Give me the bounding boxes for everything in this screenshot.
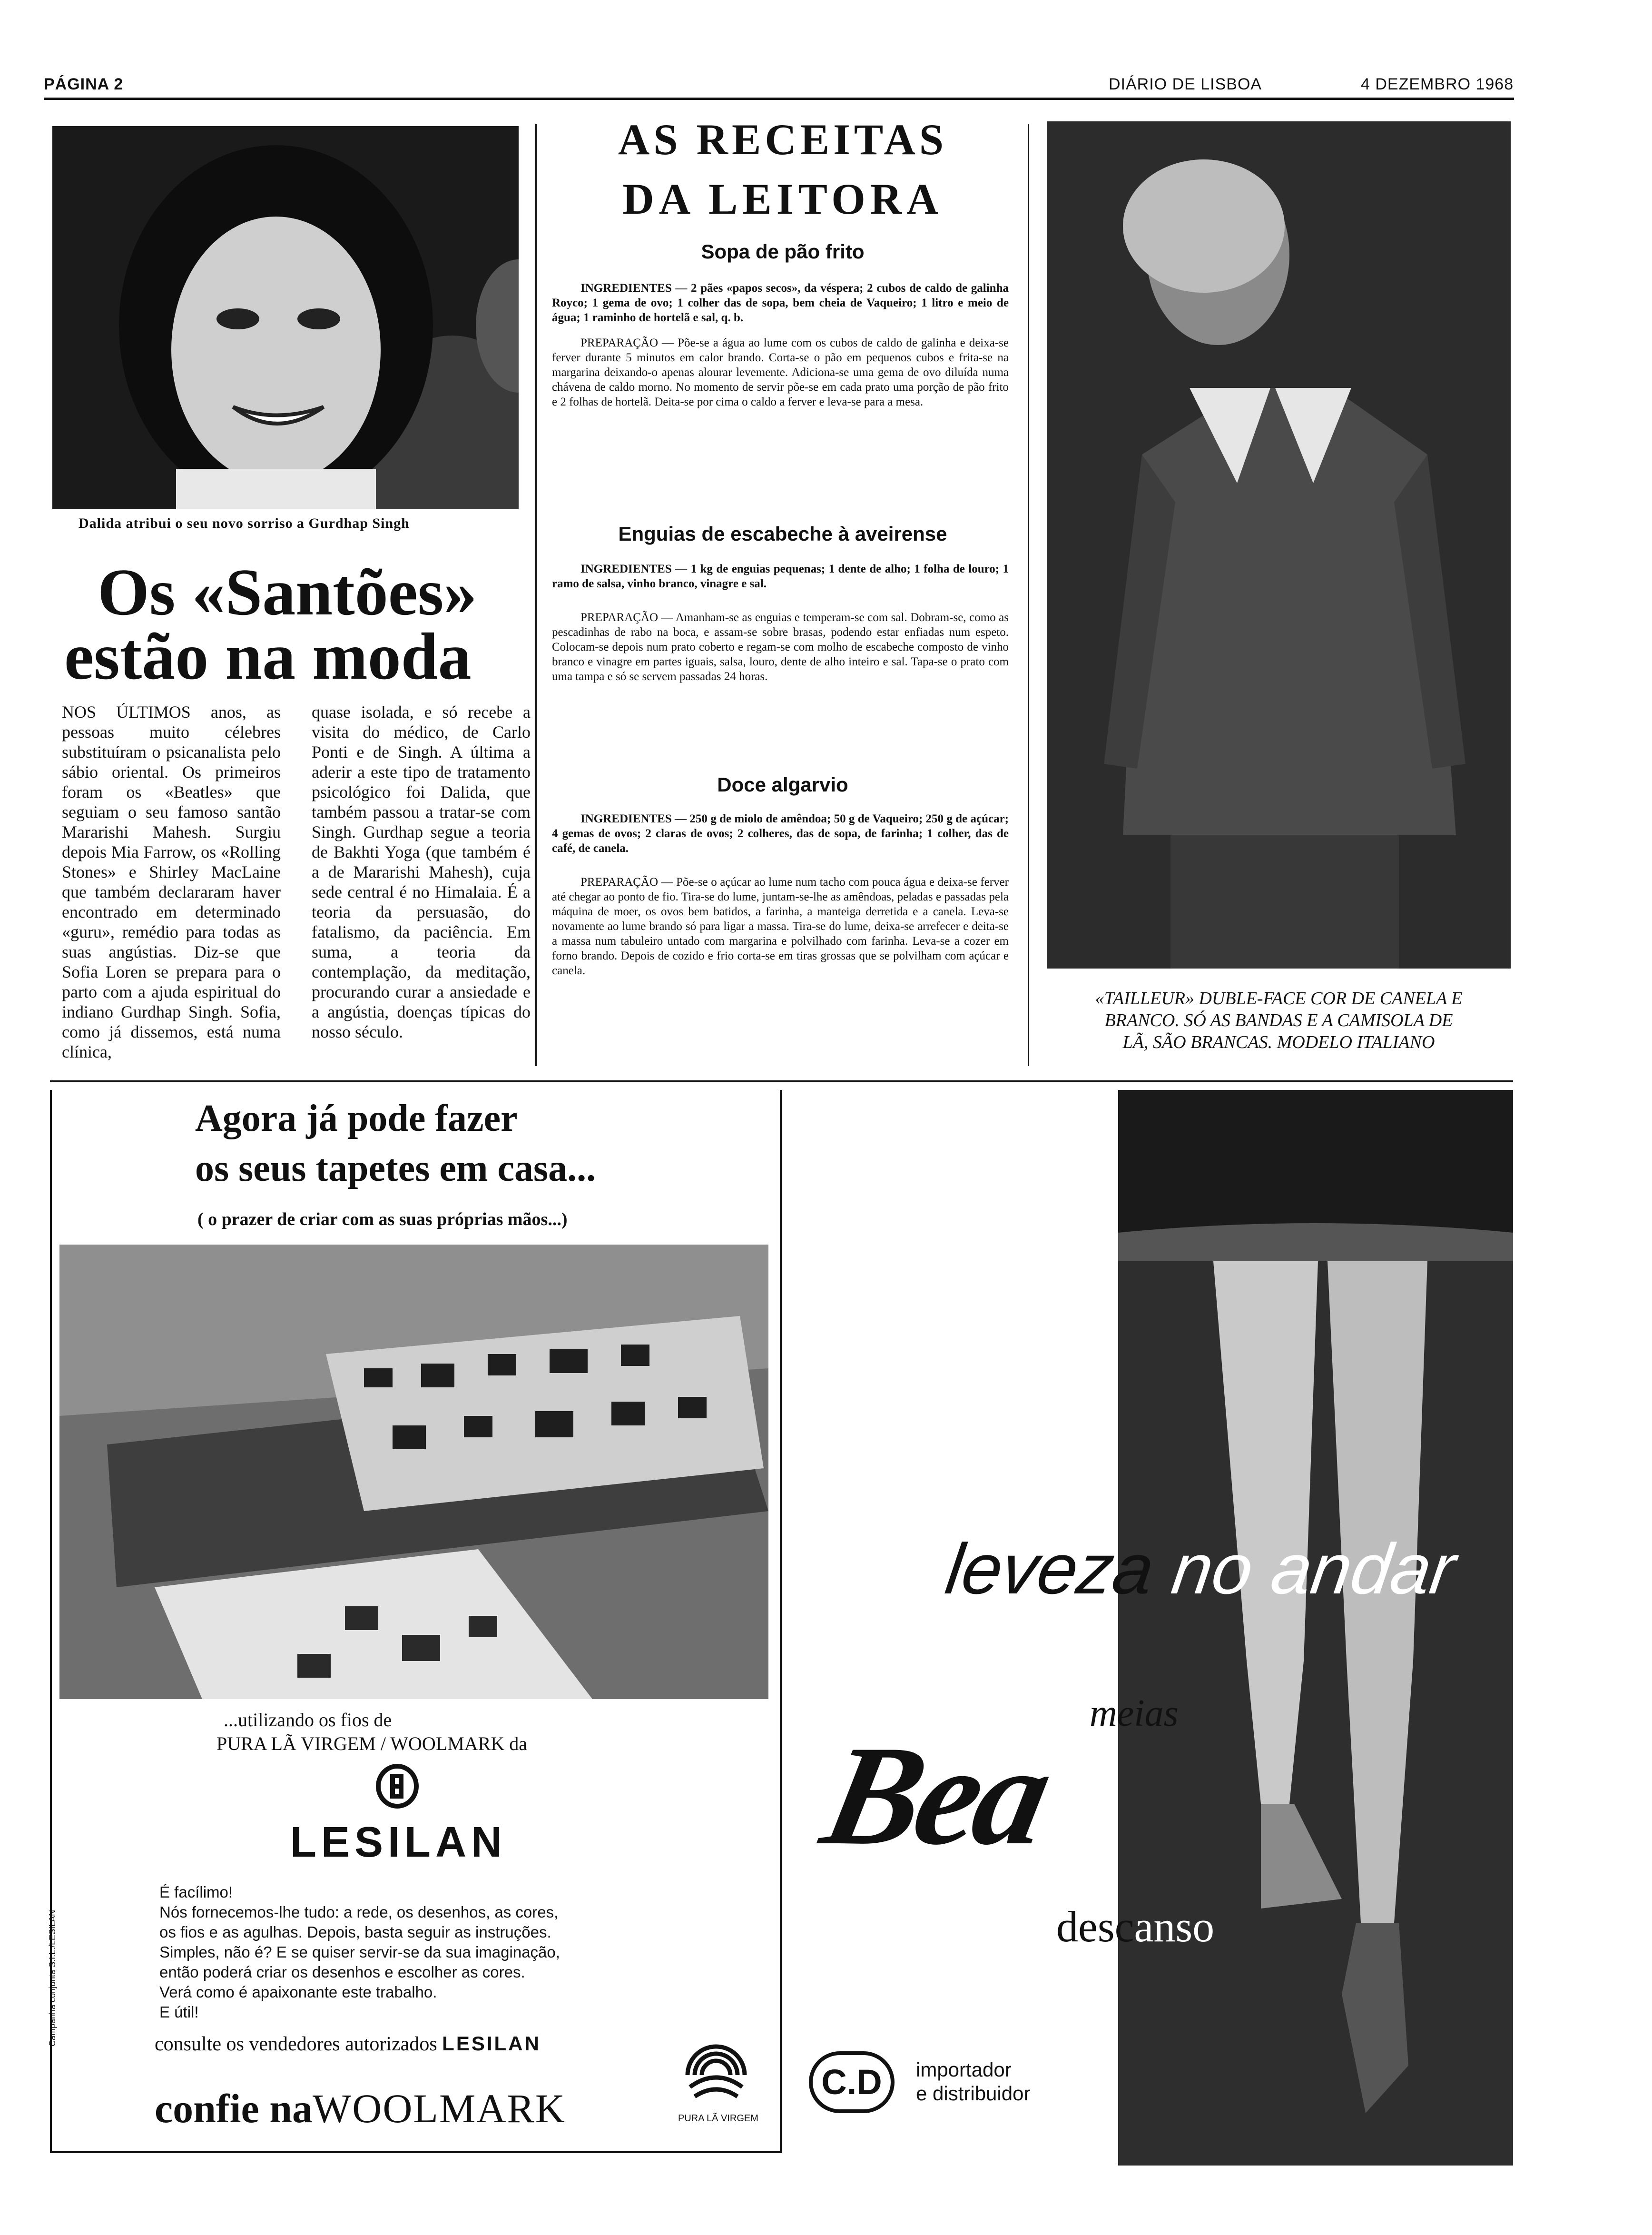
lesilan-body-line: E útil! <box>159 2003 199 2021</box>
recipe-column-divider-left <box>535 124 537 1066</box>
slogan-leveza: leveza <box>941 1529 1159 1609</box>
descanso-part2: anso <box>1134 1902 1215 1951</box>
lesilan-headline-line1: Agora já pode fazer <box>195 1098 518 1139</box>
slogan-andar: andar <box>1267 1529 1461 1609</box>
dalida-caption: Dalida atribui o seu novo sorriso a Gurdhap Singh <box>79 515 410 531</box>
lesilan-body-line: Verá como é apaixonante este trabalho. <box>159 1983 437 2001</box>
issue-date: 4 DEZEMBRO 1968 <box>1361 75 1514 93</box>
woolmark-tagline <box>155 2085 566 2132</box>
lesilan-body-line: então poderá criar os desenhos e escolher as cores. <box>159 1963 525 1981</box>
recipes-title-line1: AS RECEITAS <box>618 115 948 164</box>
consult-brand: LESILAN <box>442 2032 541 2055</box>
lesilan-body <box>159 1882 560 2022</box>
recipe-doce-ingredients: INGREDIENTES — 250 g de miolo de amêndoa; 50 g de Vaqueiro; 250 g de açúcar; 4 gemas de ovos; 2 claras de ovos; 2 colheres, das de sopa, de farinha; 1 colher, das de café, de canela. <box>552 812 1009 855</box>
fashion-caption-line1: «TAILLEUR» DUBLE-FACE COR DE CANELA E <box>1095 989 1463 1009</box>
dalida-photo <box>52 126 519 509</box>
recipe-doce-preparation: PREPARAÇÃO — Põe-se o açúcar ao lume num tacho com pouca água e deixa-se ferver até chegar ao ponto de fio. Tira-se do lume, juntam-se-lhe as amêndoas, peladas e passadas pela máquina de moer, os ovos bem batidos, a farinha, a manteiga derretida e a canela. Leva-se novamente ao lume brando só para ligar a massa. Tira-se do lume, deixa-se arrefecer e deita-se a massa num tabuleiro untado com margarina e polvilhado com farinha. Leva-se a cozer em forno brando. Depois de cozido e frio corta-se em tiras grossas que se polvilham com açúcar e canela. <box>552 876 1009 977</box>
bea-slogan <box>941 1528 1461 1610</box>
consult-text: consulte os vendedores autorizados <box>155 2033 437 2055</box>
distributor-line1: importador <box>916 2058 1012 2081</box>
legs-photo <box>1118 1090 1513 2166</box>
distributor-line2: e distribuidor <box>916 2082 1031 2105</box>
recipe-sopa-ingredients: INGREDIENTES — 2 pães «papos secos», da véspera; 2 cubos de caldo de galinha Royco; 1 gema de ovo; 1 colher das de sopa, bem cheia de Vaqueiro; 1 litro e meio de água; 1 raminho de hortelã e sal, q. b. <box>552 282 1009 324</box>
woolmark-logo-icon <box>680 2039 752 2111</box>
fashion-caption-line2: BRANCO. SÓ AS BANDAS E A CAMISOLA DE <box>1104 1010 1453 1030</box>
story-column-1: NOS ÚLTIMOS anos, as pessoas muito célebres substituíram o psicanalista pelo sábio oriental. Os primeiros foram os «Beatles» que seguiam o seu famoso santão Mararishi Mahesh. Surgiu depois Mia Farrow, os «Rolling Stones» e Shirley MacLaine que também declararam haver encontrado em determinado «guru», remédio para todas as suas angústias. Diz-se que Sofia Loren se prepara para o parto com a ajuda espiritual do indiano Gurdhap Singh. Sofia, como já dissemos, está numa clínica, <box>62 702 281 1061</box>
bea-brand: Bea <box>811 1716 1061 1874</box>
lesilan-consult-line <box>155 2032 541 2056</box>
recipe-title-enguias: Enguias de escabeche à aveirense <box>618 523 947 545</box>
recipe-title-doce: Doce algarvio <box>717 773 848 796</box>
newspaper-name: DIÁRIO DE LISBOA <box>1109 75 1262 93</box>
bea-meias: meias <box>1090 1692 1179 1734</box>
recipes-title-line2: DA LEITORA <box>622 175 943 223</box>
recipe-doce-body <box>552 811 1009 989</box>
woolmark-brand: WOOLMARK <box>313 2086 566 2131</box>
descanso-part1: desc <box>1056 1902 1134 1951</box>
masthead-rule <box>44 98 1514 100</box>
page-label: PÁGINA 2 <box>44 75 124 93</box>
recipe-enguias-body <box>552 562 1009 694</box>
slogan-no: no <box>1167 1529 1259 1609</box>
lesilan-body-line: É facílimo! <box>159 1883 233 1901</box>
confie-text: confie na <box>155 2086 313 2131</box>
lesilan-headline-line2: os seus tapetes em casa... <box>195 1147 596 1189</box>
lesilan-body-line: Simples, não é? E se quiser servir-se da sua imaginação, <box>159 1943 560 1961</box>
lesilan-body-line: os fios e as agulhas. Depois, basta seguir as instruções. <box>159 1923 551 1941</box>
recipe-sopa-preparation: PREPARAÇÃO — Põe-se a água ao lume com os cubos de caldo de galinha e deixa-se ferver durante 5 minutos em calor brando. Corta-se o pão em pequenos cubos e frita-se na margarina deixando-o apenas alourar levemente. Adiciona-se uma gema de ovo diluída numa chávena de caldo morno. No momento de servir põe-se em cada prato uma porção de pão frito e 2 folhas de hortelã. Deita-se por cima o caldo a ferver e leva-se para a mesa. <box>552 336 1009 408</box>
recipe-column-divider-right <box>1028 124 1029 1066</box>
woolmark-tag: PURA LÃ VIRGEM <box>678 2113 758 2124</box>
story-headline-line1: Os «Santões» <box>98 555 477 629</box>
lesilan-using-line1: ...utilizando os fios de <box>224 1709 392 1731</box>
story-column-2: quase isolada, e só recebe a visita do médico, de Carlo Ponti e de Singh. A última a aderir a este tipo de tratamento psicológico foi Dalida, que também passou a tratar-se com Singh. Gurdhap segue a teoria de Bakhti Yoga (que também é a de Mararishi Mahesh), cuja sede central é no Himalaia. É a teoria da persuasão, do fatalismo, da paciência. Em suma, a teoria da contemplação, da meditação, procurando curar a ansiedade e a angústia, doenças típicas do nosso século. <box>312 702 531 1041</box>
lesilan-body-line: Nós fornecemos-lhe tudo: a rede, os desenhos, as cores, <box>159 1903 559 1921</box>
lesilan-logo-icon <box>376 1763 419 1809</box>
recipe-enguias-preparation: PREPARAÇÃO — Amanham-se as enguias e temperam-se com sal. Dobram-se, como as pescadinhas de rabo na boca, e assam-se sobre brasas, podendo estar enfiadas num espeto. Colocam-se depois num prato coberto e regam-se com molho de escabeche composto de vinho branco e vinagre em partes iguais, salsa, louro, dente de alho inteiro e sal. Tapa-se o prato com uma tampa e só se servem passadas 24 horas. <box>552 611 1009 683</box>
bea-descanso <box>1056 1901 1214 1952</box>
fashion-caption-line3: LÃ, SÃO BRANCAS. MODELO ITALIANO <box>1122 1032 1435 1052</box>
lesilan-using-line2: PURA LÃ VIRGEM / WOOLMARK da <box>216 1733 527 1754</box>
rug-photo <box>59 1245 768 1699</box>
recipe-enguias-ingredients: INGREDIENTES — 1 kg de enguias pequenas; 1 dente de alho; 1 folha de louro; 1 ramo de salsa, vinho branco, vinagre e sal. <box>552 563 1009 590</box>
section-rule <box>50 1080 1513 1082</box>
fashion-photo <box>1047 121 1511 969</box>
recipe-sopa-body <box>552 281 1009 420</box>
lesilan-subhead: ( o prazer de criar com as suas próprias mãos...) <box>197 1209 568 1229</box>
lesilan-brand: LESILAN <box>290 1819 507 1866</box>
recipe-title-sopa: Sopa de pão frito <box>701 240 865 263</box>
lesilan-side-credit: Campanha conjunta S.I.L./LESILAN <box>48 1909 57 2047</box>
cd-distributor-logo: C.D <box>809 2051 895 2113</box>
story-headline-line2: estão na moda <box>64 620 472 693</box>
